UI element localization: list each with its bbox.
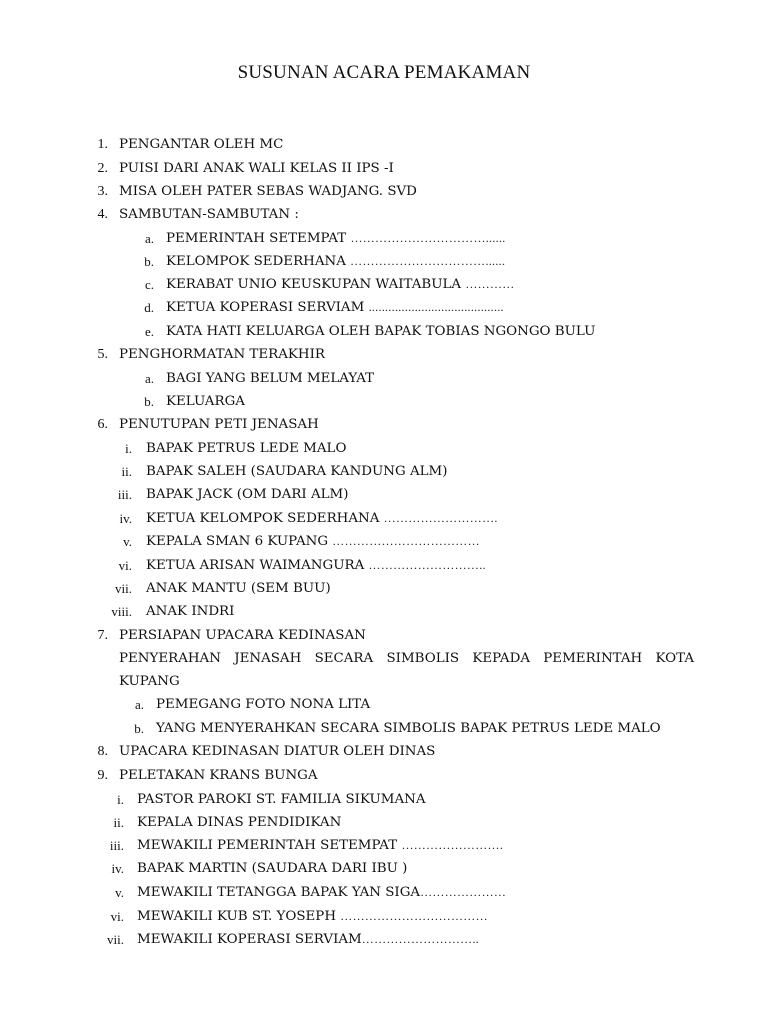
sub-list-item — [0, 227, 768, 250]
sub-list-item — [0, 320, 768, 343]
list-item — [0, 203, 768, 226]
item-number: 2. — [97, 161, 108, 176]
sub-item-text: PASTOR PAROKI ST. FAMILIA SIKUMANA — [137, 792, 426, 807]
sub-item-roman: iii. — [117, 487, 132, 502]
page-title: SUSUNAN ACARA PEMAKAMAN — [237, 62, 531, 83]
sub-item-text: BAGI YANG BELUM MELAYAT — [166, 371, 375, 386]
sub-item-roman: i. — [125, 441, 132, 456]
sub-item-text: MEWAKILI KOPERASI SERVIAM — [137, 932, 362, 947]
sub-item-letter: a. — [144, 231, 154, 246]
sub-list-item — [0, 507, 768, 530]
sub-item-letter: b. — [144, 394, 154, 409]
leader-dots: ……………………………… — [340, 909, 488, 923]
sub-item-roman: v. — [123, 534, 132, 549]
sub-item-letter: d. — [144, 300, 154, 315]
sub-item-text: MEWAKILI TETANGGA BAPAK YAN SIGA — [137, 885, 421, 900]
sub-item-letter: b. — [144, 254, 154, 269]
item-text: PELETAKAN KRANS BUNGA — [119, 768, 318, 783]
item-number: 1. — [97, 137, 108, 152]
sub-item-text: PEMEGANG FOTO NONA LITA — [156, 697, 371, 712]
sub-item-roman: vii. — [115, 581, 132, 596]
item-number: 6. — [97, 417, 108, 432]
sub-item-roman: ii. — [113, 815, 124, 830]
sub-item-text: BAPAK PETRUS LEDE MALO — [146, 441, 347, 456]
sub-list-item — [0, 554, 768, 577]
list-item — [0, 764, 768, 787]
sub-item-roman: v. — [115, 885, 124, 900]
sub-list-item — [0, 717, 768, 740]
item-text: PENUTUPAN PETI JENASAH — [119, 417, 319, 432]
sub-list-item — [0, 600, 768, 623]
leader-dots: ......................................... — [368, 300, 504, 314]
item-number: 4. — [97, 207, 108, 222]
sub-list-item — [0, 788, 768, 811]
sub-list-item — [0, 530, 768, 553]
list-item — [0, 740, 768, 763]
sub-item-text: MEWAKILI KUB ST. YOSEPH — [137, 909, 336, 924]
sub-list-item — [0, 881, 768, 904]
item-text: PENGANTAR OLEH MC — [119, 137, 284, 152]
sub-list-item — [0, 577, 768, 600]
sub-item-text: KATA HATI KELUARGA OLEH BAPAK TOBIAS NGONGO BULU — [166, 324, 596, 339]
sub-item-roman: ii. — [121, 464, 132, 479]
sub-list-item — [0, 811, 768, 834]
item-number: 8. — [97, 744, 108, 759]
sub-item-letter: a. — [144, 371, 154, 386]
sub-item-roman: i. — [117, 792, 124, 807]
sub-list-item — [0, 483, 768, 506]
sub-item-roman: iv. — [119, 511, 132, 526]
item-text: PENGHORMATAN TERAKHIR — [119, 347, 325, 362]
sub-item-roman: iii. — [109, 838, 124, 853]
sub-item-text: BAPAK MARTIN (SAUDARA DARI IBU ) — [137, 861, 408, 876]
sub-item-roman: vi. — [118, 558, 132, 573]
leader-dots: ……………………. — [401, 838, 504, 852]
sub-item-letter: a. — [134, 697, 144, 712]
sub-item-letter: c. — [144, 277, 154, 292]
sub-item-text: KEPALA DINAS PENDIDIKAN — [137, 815, 342, 830]
list-item — [0, 157, 768, 180]
sub-list-item — [0, 857, 768, 880]
sub-item-letter: b. — [134, 721, 144, 736]
sub-item-letter: e. — [144, 324, 154, 339]
sub-item-text: MEWAKILI PEMERINTAH SETEMPAT — [137, 838, 398, 853]
sub-list-item — [0, 367, 768, 390]
sub-item-text: PEMERINTAH SETEMPAT — [166, 231, 347, 246]
sub-list-item — [0, 905, 768, 928]
list-item — [0, 133, 768, 156]
sub-item-roman: vii. — [107, 932, 124, 947]
leader-dots: ………… — [465, 277, 515, 291]
sub-item-text: KELUARGA — [166, 394, 245, 409]
sub-item-roman: vi. — [110, 909, 124, 924]
sub-list-item — [0, 834, 768, 857]
leader-dots: ……………………………...... — [350, 254, 506, 268]
leader-dots: ……………………….. — [361, 932, 480, 946]
sub-list-item — [0, 460, 768, 483]
leader-dots: ……………………………… — [332, 534, 480, 548]
leader-dots: ………………… — [420, 885, 507, 899]
sub-item-text: KETUA ARISAN WAIMANGURA — [146, 558, 365, 573]
list-item — [0, 624, 768, 647]
sub-list-item — [0, 693, 768, 716]
item-number: 3. — [97, 184, 108, 199]
item-number: 9. — [97, 768, 108, 783]
sub-list-item — [0, 928, 768, 951]
sub-item-text: BAPAK SALEH (SAUDARA KANDUNG ALM) — [146, 464, 448, 479]
list-item — [0, 343, 768, 366]
item-text: SAMBUTAN-SAMBUTAN : — [119, 207, 299, 222]
sub-item-text: KEPALA SMAN 6 KUPANG — [146, 534, 329, 549]
item-text: MISA OLEH PATER SEBAS WADJANG. SVD — [119, 184, 417, 199]
sub-item-text: YANG MENYERAHKAN SECARA SIMBOLIS BAPAK PETRUS LEDE MALO — [156, 721, 661, 736]
item-text: PUISI DARI ANAK WALI KELAS II IPS -I — [119, 161, 394, 176]
sub-item-text: KETUA KELOMPOK SEDERHANA — [146, 511, 380, 526]
item-text: UPACARA KEDINASAN DIATUR OLEH DINAS — [119, 744, 436, 759]
sub-list-item — [0, 390, 768, 413]
list-item — [0, 413, 768, 436]
sub-list-item — [0, 250, 768, 273]
item-number: 5. — [97, 347, 108, 362]
sub-list-item — [0, 273, 768, 296]
leader-dots: ……………………………...... — [350, 231, 506, 245]
sub-list-item — [0, 437, 768, 460]
sub-item-roman: iv. — [111, 861, 124, 876]
sub-item-roman: viii. — [111, 604, 132, 619]
item-text: PERSIAPAN UPACARA KEDINASAN — [119, 628, 366, 643]
leader-dots: ………………………. — [383, 511, 498, 525]
leader-dots: ……………………….. — [368, 558, 486, 572]
paragraph-line: PENYERAHAN JENASAH SECARA SIMBOLIS KEPADA PEMERINTAH KOTA — [119, 651, 694, 666]
item-number: 7. — [97, 628, 108, 643]
paragraph-line: KUPANG — [119, 674, 180, 689]
sub-list-item — [0, 296, 768, 319]
sub-item-text: ANAK INDRI — [146, 604, 235, 619]
sub-item-text: KETUA KOPERASI SERVIAM — [166, 300, 365, 315]
list-item — [0, 180, 768, 203]
sub-item-text: BAPAK JACK (OM DARI ALM) — [146, 487, 349, 502]
paragraph — [119, 647, 694, 693]
sub-item-text: KERABAT UNIO KEUSKUPAN WAITABULA — [166, 277, 462, 292]
sub-item-text: KELOMPOK SEDERHANA — [166, 254, 346, 269]
sub-item-text: ANAK MANTU (SEM BUU) — [146, 581, 331, 596]
